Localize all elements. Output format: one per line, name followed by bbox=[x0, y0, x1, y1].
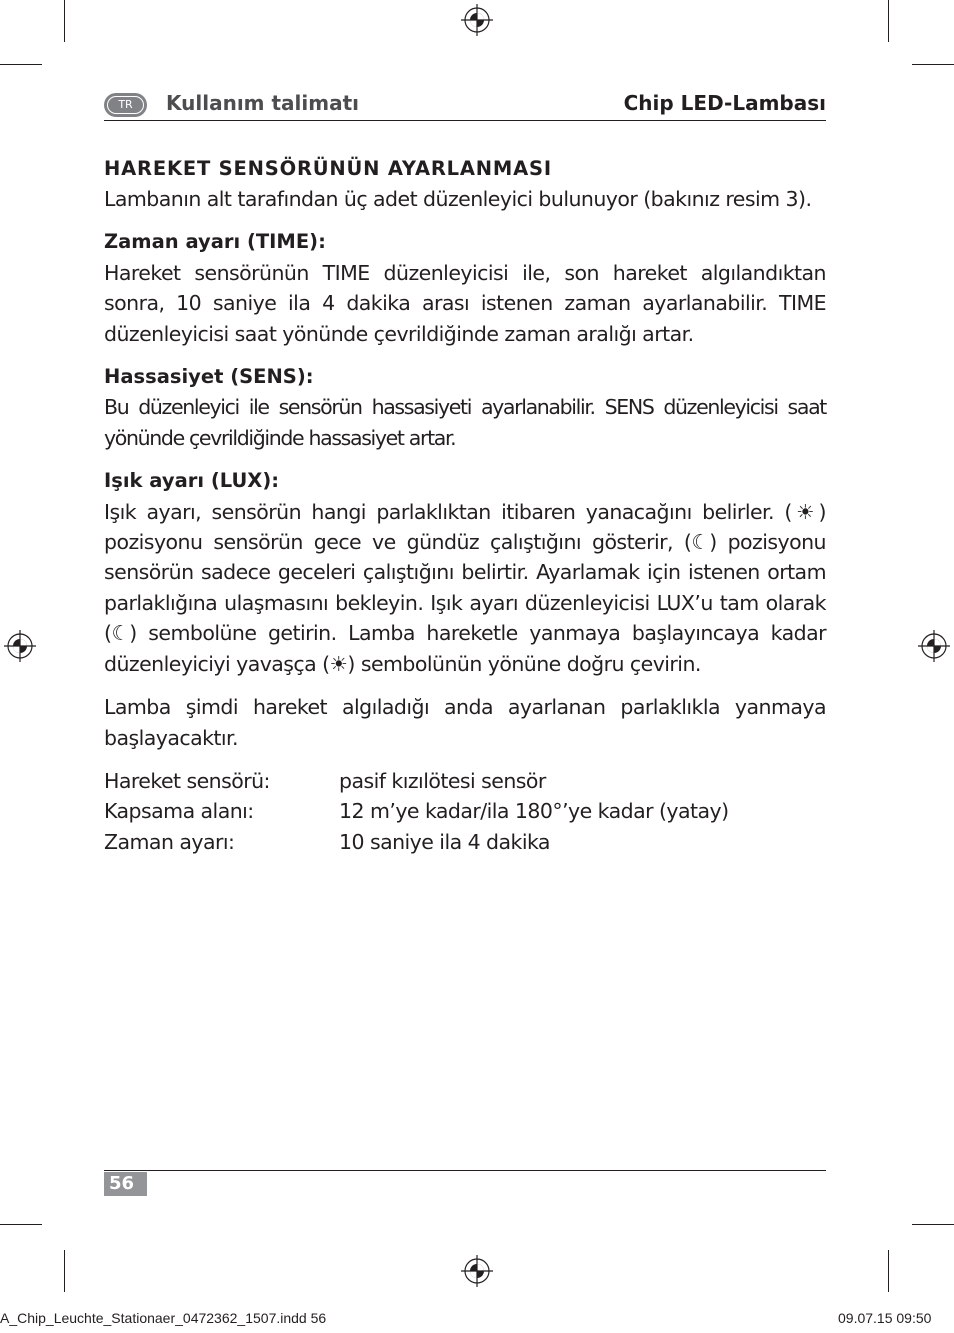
language-badge-label: TR bbox=[107, 96, 144, 114]
crop-mark bbox=[912, 1224, 954, 1225]
crop-mark bbox=[0, 64, 42, 65]
spec-value: pasif kızılötesi sensör bbox=[339, 768, 546, 793]
spec-row bbox=[104, 796, 826, 826]
sens-heading: Hassasiyet (SENS): bbox=[104, 365, 314, 389]
header-divider bbox=[104, 120, 826, 121]
time-heading: Zaman ayarı (TIME): bbox=[104, 230, 326, 254]
section-title: Kullanım talimatı bbox=[166, 91, 360, 115]
crop-mark bbox=[64, 0, 65, 42]
time-paragraph: Hareket sensörünün TIME düzenleyicisi ile, son hareket algılandıktan sonra, 10 saniye ila 4 dakika arası istenen zaman ayarlanabilir. TIME düzenleyicisi saat yönünde çevrildiğinde zaman aralığı artar. bbox=[104, 260, 826, 346]
footer-divider bbox=[104, 1170, 826, 1171]
spec-label: Hareket sensörü: bbox=[104, 768, 270, 793]
slug-filename: A_Chip_Leuchte_Stationaer_0472362_1507.indd 56 bbox=[0, 1310, 327, 1326]
crop-mark bbox=[888, 1250, 889, 1292]
crop-mark bbox=[912, 64, 954, 65]
sens-paragraph: Bu düzenleyici ile sensörün hassasiyeti ayarlanabilir. SENS düzenleyicisi saat yönünde çevrildiğinde hassasiyet artar. bbox=[104, 395, 826, 450]
intro-paragraph: Lambanın alt tarafından üç adet düzenleyici bulunuyor (bakınız resim 3). bbox=[104, 187, 812, 211]
product-name: Chip LED-Lambası bbox=[623, 91, 826, 115]
page-number: 56 bbox=[104, 1172, 147, 1196]
result-paragraph: Lamba şimdi hareket algıladığı anda ayarlanan parlaklıkla yanmaya başlayacaktır. bbox=[104, 695, 826, 750]
page-heading: HAREKET SENSÖRÜNÜN AYARLANMASI bbox=[104, 157, 552, 180]
spec-value: 12 m’ye kadar/ila 180°’ye kadar (yatay) bbox=[339, 799, 729, 824]
spec-row bbox=[104, 827, 826, 857]
crop-mark bbox=[0, 1224, 42, 1225]
registration-mark-icon bbox=[460, 3, 494, 37]
crop-mark bbox=[64, 1250, 65, 1292]
spec-label: Zaman ayarı: bbox=[104, 829, 235, 854]
page-content bbox=[104, 154, 826, 857]
registration-mark-icon bbox=[917, 629, 951, 663]
crop-mark bbox=[888, 0, 889, 42]
language-badge bbox=[104, 93, 147, 117]
spec-row bbox=[104, 766, 826, 796]
lux-heading: Işık ayarı (LUX): bbox=[104, 469, 280, 493]
spec-label: Kapsama alanı: bbox=[104, 799, 254, 824]
lux-paragraph: Işık ayarı, sensörün hangi parlaklıktan itibaren yanacağını belirler. (☀) pozisyonu sensörün gece ve gündüz çalıştığını gösterir, (☾) pozisyonu sensörün sadece geceleri çalıştığını belirtir. Ayarlamak için istenen ortam parlaklığına ulaşmasını bekleyin. Işık ayarı düzenleyicisi LUX’u tam olarak (☾) sembolüne getirin. Lamba hareketle yanmaya başlayıncaya kadar düzenleyiciyi yavaşça (☀) sembolünün yönüne doğru çevirin. bbox=[104, 499, 826, 676]
spec-value: 10 saniye ila 4 dakika bbox=[339, 829, 550, 854]
spec-list bbox=[104, 766, 826, 857]
registration-mark-icon bbox=[460, 1254, 494, 1288]
registration-mark-icon bbox=[3, 629, 37, 663]
slug-timestamp: 09.07.15 09:50 bbox=[838, 1310, 932, 1326]
